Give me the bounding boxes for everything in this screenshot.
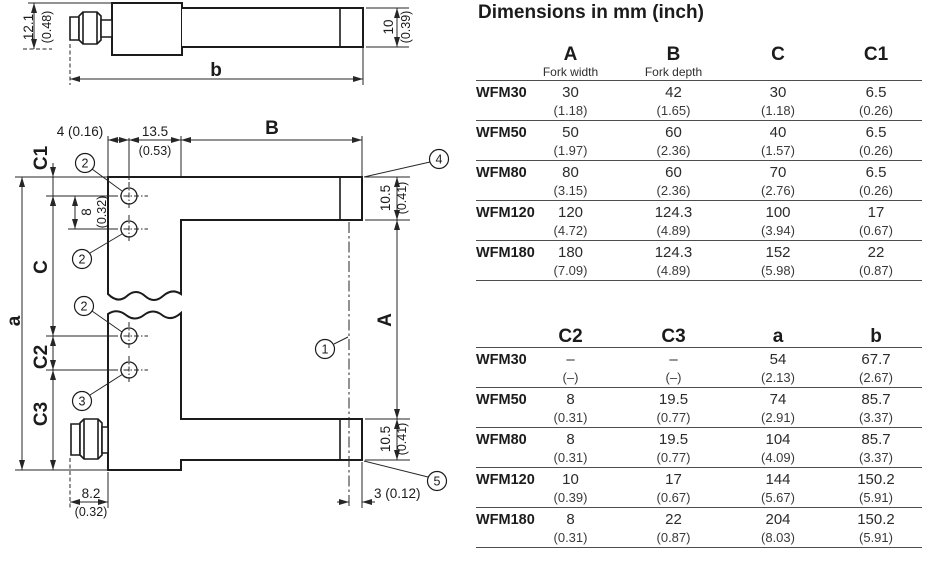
callout-3: [73, 392, 92, 411]
front-view-drawing: [4, 118, 449, 519]
table-header-row: [476, 311, 922, 348]
table-header-row: [476, 30, 922, 81]
callout-4: [430, 150, 449, 169]
dim-height-mm: 12.1: [21, 13, 36, 41]
model-label: WFM80: [476, 432, 527, 448]
model-label: WFM120: [476, 472, 535, 488]
dim-hole-spacing-mm: 8: [79, 208, 94, 216]
table-row: WFM30 – (–) – (–) 54 (2.13) 67.7 (2.67): [476, 348, 922, 388]
dim-connector-mm: 8.2: [81, 486, 101, 501]
svg-text:4: 4: [435, 152, 443, 167]
dimension-table-c2c3ab: [476, 311, 922, 548]
dim-C2: C2: [31, 344, 52, 370]
column-header-A: A Fork width: [520, 30, 621, 81]
svg-text:3: 3: [78, 394, 86, 409]
dim-mount-depth-inch: (0.53): [138, 144, 172, 158]
column-header-C3: C3: [621, 311, 726, 348]
dim-arm-bottom-inch: (0.41): [395, 422, 409, 456]
column-header-b: b: [830, 311, 922, 348]
model-label: WFM180: [476, 245, 535, 261]
dim-mount-depth-mm: 13.5: [141, 124, 169, 139]
dimension-table-abc: [476, 30, 922, 281]
dim-fork-depth-B: B: [265, 118, 279, 139]
dim-beam-offset: 3 (0.12): [374, 486, 421, 501]
callout-2-low: [75, 297, 94, 316]
dim-length-b: b: [210, 60, 222, 81]
svg-text:1: 1: [321, 342, 329, 357]
model-label: WFM30: [476, 85, 527, 101]
dim-arm-top-inch: (0.41): [395, 181, 409, 215]
dim-C: C: [31, 260, 52, 274]
table-row: WFM80 8 (0.31) 19.5 (0.77) 104 (4.09) 85.7 (3.37): [476, 428, 922, 468]
table-row: WFM50 8 (0.31) 19.5 (0.77) 74 (2.91) 85.7 (3.37): [476, 388, 922, 428]
svg-text:2: 2: [81, 156, 89, 171]
model-label: WFM180: [476, 512, 535, 528]
callout-2-top: [76, 154, 95, 173]
dim-a: a: [4, 315, 25, 327]
side-view-drawing: [21, 3, 413, 85]
dim-hole-spacing-inch: (0.32): [95, 195, 109, 229]
connector-plug-front: [71, 419, 108, 459]
model-label: WFM30: [476, 352, 527, 368]
model-label: WFM120: [476, 205, 535, 221]
dim-arm-bottom-mm: 10.5: [378, 425, 393, 453]
dim-end-height-inch: (0.39): [399, 10, 413, 44]
dim-C3: C3: [31, 401, 52, 427]
table-row: WFM50 50 (1.97) 60 (2.36) 40 (1.57) 6.5 (0.26): [476, 121, 922, 161]
table-row: WFM120 10 (0.39) 17 (0.67) 144 (5.67) 150.2 (5.91): [476, 468, 922, 508]
dim-height-inch: (0.48): [40, 10, 54, 44]
svg-text:2: 2: [78, 252, 86, 267]
table-row: WFM120 120 (4.72) 124.3 (4.89) 100 (3.94) 17 (0.67): [476, 201, 922, 241]
callout-2-mid: [73, 250, 92, 269]
column-header-C2: C2: [520, 311, 621, 348]
callout-1: [316, 340, 335, 359]
sensor-housing: [112, 3, 182, 55]
dim-arm-top-mm: 10.5: [378, 184, 393, 212]
table-row: WFM180 8 (0.31) 22 (0.87) 204 (8.03) 150.2 (5.91): [476, 508, 922, 548]
column-header-B: B Fork depth: [621, 30, 726, 81]
page-title: Dimensions in mm (inch): [478, 2, 704, 23]
column-header-C: C: [726, 30, 830, 81]
svg-text:5: 5: [433, 474, 441, 489]
table-row: WFM180 180 (7.09) 124.3 (4.89) 152 (5.98) 22 (0.87): [476, 241, 922, 281]
sensor-arm: [182, 8, 363, 47]
dim-end-height-mm: 10: [381, 19, 396, 35]
fork-body-lower: [108, 311, 362, 470]
column-header-a: a: [726, 311, 830, 348]
model-label: WFM80: [476, 165, 527, 181]
dim-C1: C1: [31, 145, 52, 171]
svg-text:2: 2: [80, 299, 88, 314]
callout-5: [428, 472, 447, 491]
model-label: WFM50: [476, 392, 527, 408]
table-row: WFM30 30 (1.18) 42 (1.65) 30 (1.18) 6.5 (0.26): [476, 81, 922, 121]
column-header-C1: C1: [830, 30, 922, 81]
dim-fork-width-A: A: [375, 313, 396, 327]
model-label: WFM50: [476, 125, 527, 141]
dim-connector-inch: (0.32): [74, 505, 108, 519]
dim-edge-offset: 4 (0.16): [56, 124, 104, 139]
connector-plug: [70, 12, 112, 44]
table-row: WFM80 80 (3.15) 60 (2.36) 70 (2.76) 6.5 (0.26): [476, 161, 922, 201]
fork-body-upper: [108, 177, 362, 300]
